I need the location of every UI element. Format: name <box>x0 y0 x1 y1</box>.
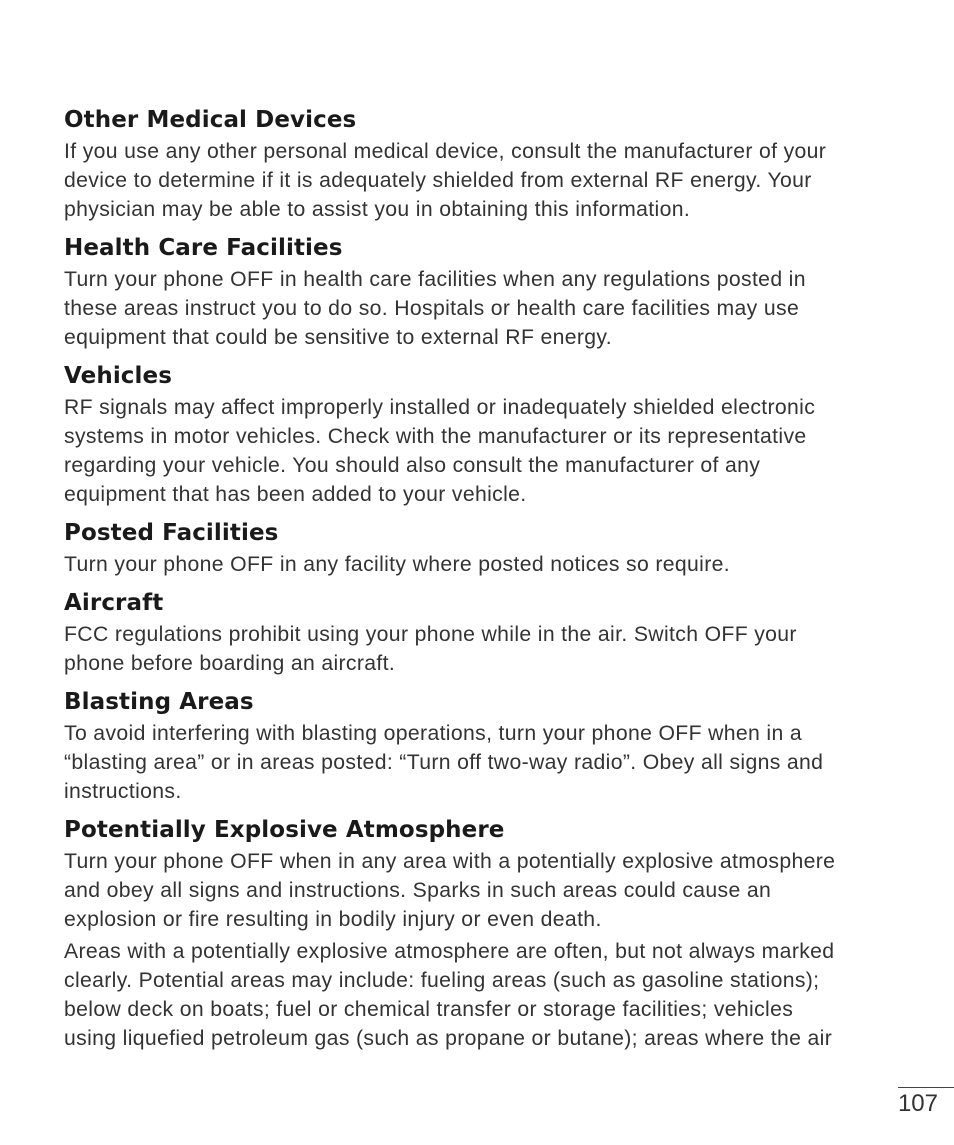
section-heading: Health Care Facilities <box>64 235 343 261</box>
section-vehicles <box>64 361 904 509</box>
section-heading: Other Medical Devices <box>64 107 357 133</box>
section-heading: Vehicles <box>64 363 173 389</box>
section-heading: Posted Facilities <box>64 520 279 546</box>
section-paragraph: To avoid interfering with blasting operations, turn your phone OFF when in a “blasting area” or in areas posted: “Turn off two-way radio”. Obey all signs and instructions. <box>64 722 824 803</box>
section-paragraph: Turn your phone OFF when in any area with a potentially explosive atmosphere and obey all signs and instructions. Sparks in such areas could cause an explosion or fire resulting in bodily injury or even death. <box>64 850 836 931</box>
section-heading: Aircraft <box>64 590 164 616</box>
document-body <box>64 105 904 1053</box>
section-paragraph: Turn your phone OFF in health care facilities when any regulations posted in these areas instruct you to do so. Hospitals or health care facilities may use equipment that could be sensitive to external RF energy. <box>64 268 806 349</box>
section-paragraph: Turn your phone OFF in any facility where posted notices so require. <box>64 553 731 576</box>
section-potentially-explosive-atmosphere <box>64 815 904 1053</box>
section-paragraph: Areas with a potentially explosive atmosphere are often, but not always marked clearly. Potential areas may include: fueling areas (such as gasoline stations); below deck on boats; fuel or chemical transfer or storage facilities; vehicles using liquefied petroleum gas (such as propane or butane); areas where the air <box>64 940 835 1050</box>
section-paragraph: If you use any other personal medical device, consult the manufacturer of your device to determine if it is adequately shielded from external RF energy. Your physician may be able to assist you in obtaining this information. <box>64 140 827 221</box>
section-other-medical-devices <box>64 105 904 224</box>
section-heading: Blasting Areas <box>64 689 254 715</box>
section-paragraph: RF signals may affect improperly installed or inadequately shielded electronic systems in motor vehicles. Check with the manufacturer or its representative regarding your vehicle. You should also consult the manufacturer of any equipment that has been added to your vehicle. <box>64 396 816 506</box>
section-blasting-areas <box>64 687 904 806</box>
section-aircraft <box>64 588 904 678</box>
section-health-care-facilities <box>64 233 904 352</box>
page-number-rule <box>898 1087 954 1088</box>
section-paragraph: FCC regulations prohibit using your phone while in the air. Switch OFF your phone before boarding an aircraft. <box>64 623 797 675</box>
page-number: 107 <box>897 1090 938 1117</box>
section-posted-facilities <box>64 518 904 579</box>
section-heading: Potentially Explosive Atmosphere <box>64 817 505 843</box>
